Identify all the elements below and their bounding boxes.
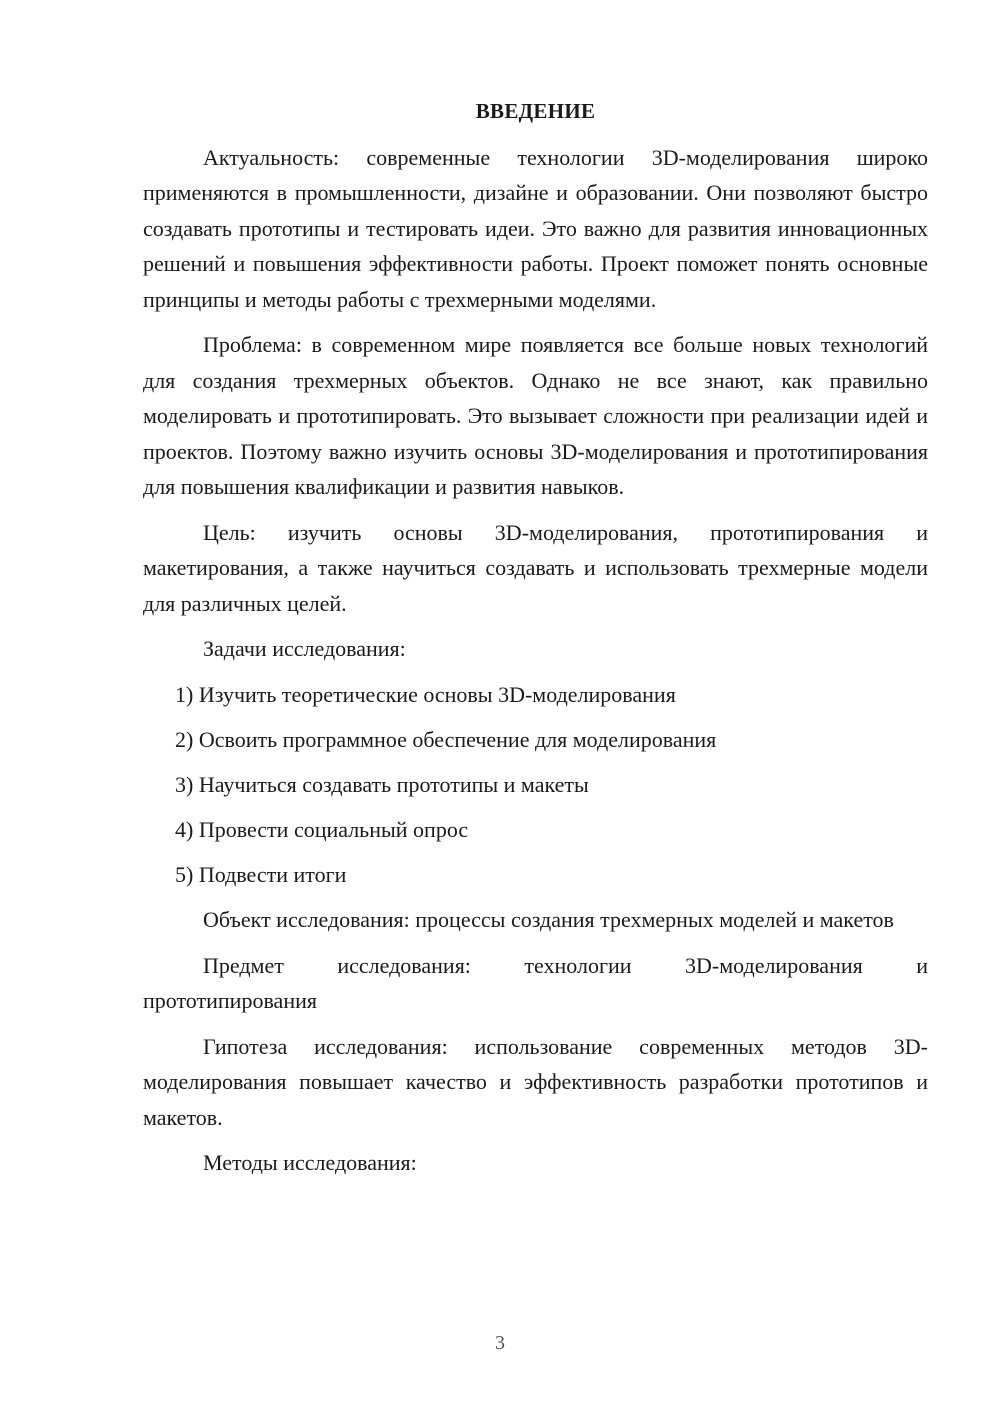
methods-heading: Методы исследования: (203, 1150, 417, 1175)
goal-paragraph: Цель: изучить основы 3D-моделирования, прототипирования и макетирования, а также научиться создавать и использовать трехмерные модели для различных целей. (143, 519, 928, 616)
tasks-list (143, 677, 928, 893)
list-item: 5) Подвести итоги (175, 861, 347, 887)
hypothesis-paragraph: Гипотеза исследования: использование современных методов 3D-моделирования повышает качество и эффективность разработки прототипов и макетов. (143, 1033, 928, 1130)
page-title: ВВЕДЕНИЕ (475, 99, 596, 123)
subject-paragraph-line2: прототипирования (143, 988, 317, 1013)
subject-paragraph-line1: Предмет исследования: технологии 3D-моделирования и (203, 952, 928, 978)
page-number: 3 (495, 1332, 505, 1354)
list-item: 4) Провести социальный опрос (175, 816, 469, 842)
object-paragraph: Объект исследования: процессы создания трехмерных моделей и макетов (203, 907, 894, 932)
list-item: 2) Освоить программное обеспечение для моделирования (175, 726, 717, 752)
problem-paragraph: Проблема: в современном мире появляется все больше новых технологий для создания трехмерных объектов. Однако не все знают, как правильно моделировать и прототипировать. Это вызывает сложности при реализации идей и проектов. Поэтому важно изучить основы 3D-моделирования и прототипирования для повышения квалификации и развития навыков. (143, 332, 928, 499)
list-item: 1) Изучить теоретические основы 3D-моделирования (175, 681, 676, 707)
document-body (143, 94, 928, 1191)
relevance-paragraph: Актуальность: современные технологии 3D-моделирования широко применяются в промышленности, дизайне и образовании. Они позволяют быстро создавать прототипы и тестировать идеи. Это важно для развития инновационных решений и повышения эффективности работы. Проект поможет понять основные принципы и методы работы с трехмерными моделями. (143, 144, 928, 312)
tasks-heading: Задачи исследования: (203, 636, 406, 661)
list-item: 3) Научиться создавать прототипы и макеты (175, 771, 589, 797)
